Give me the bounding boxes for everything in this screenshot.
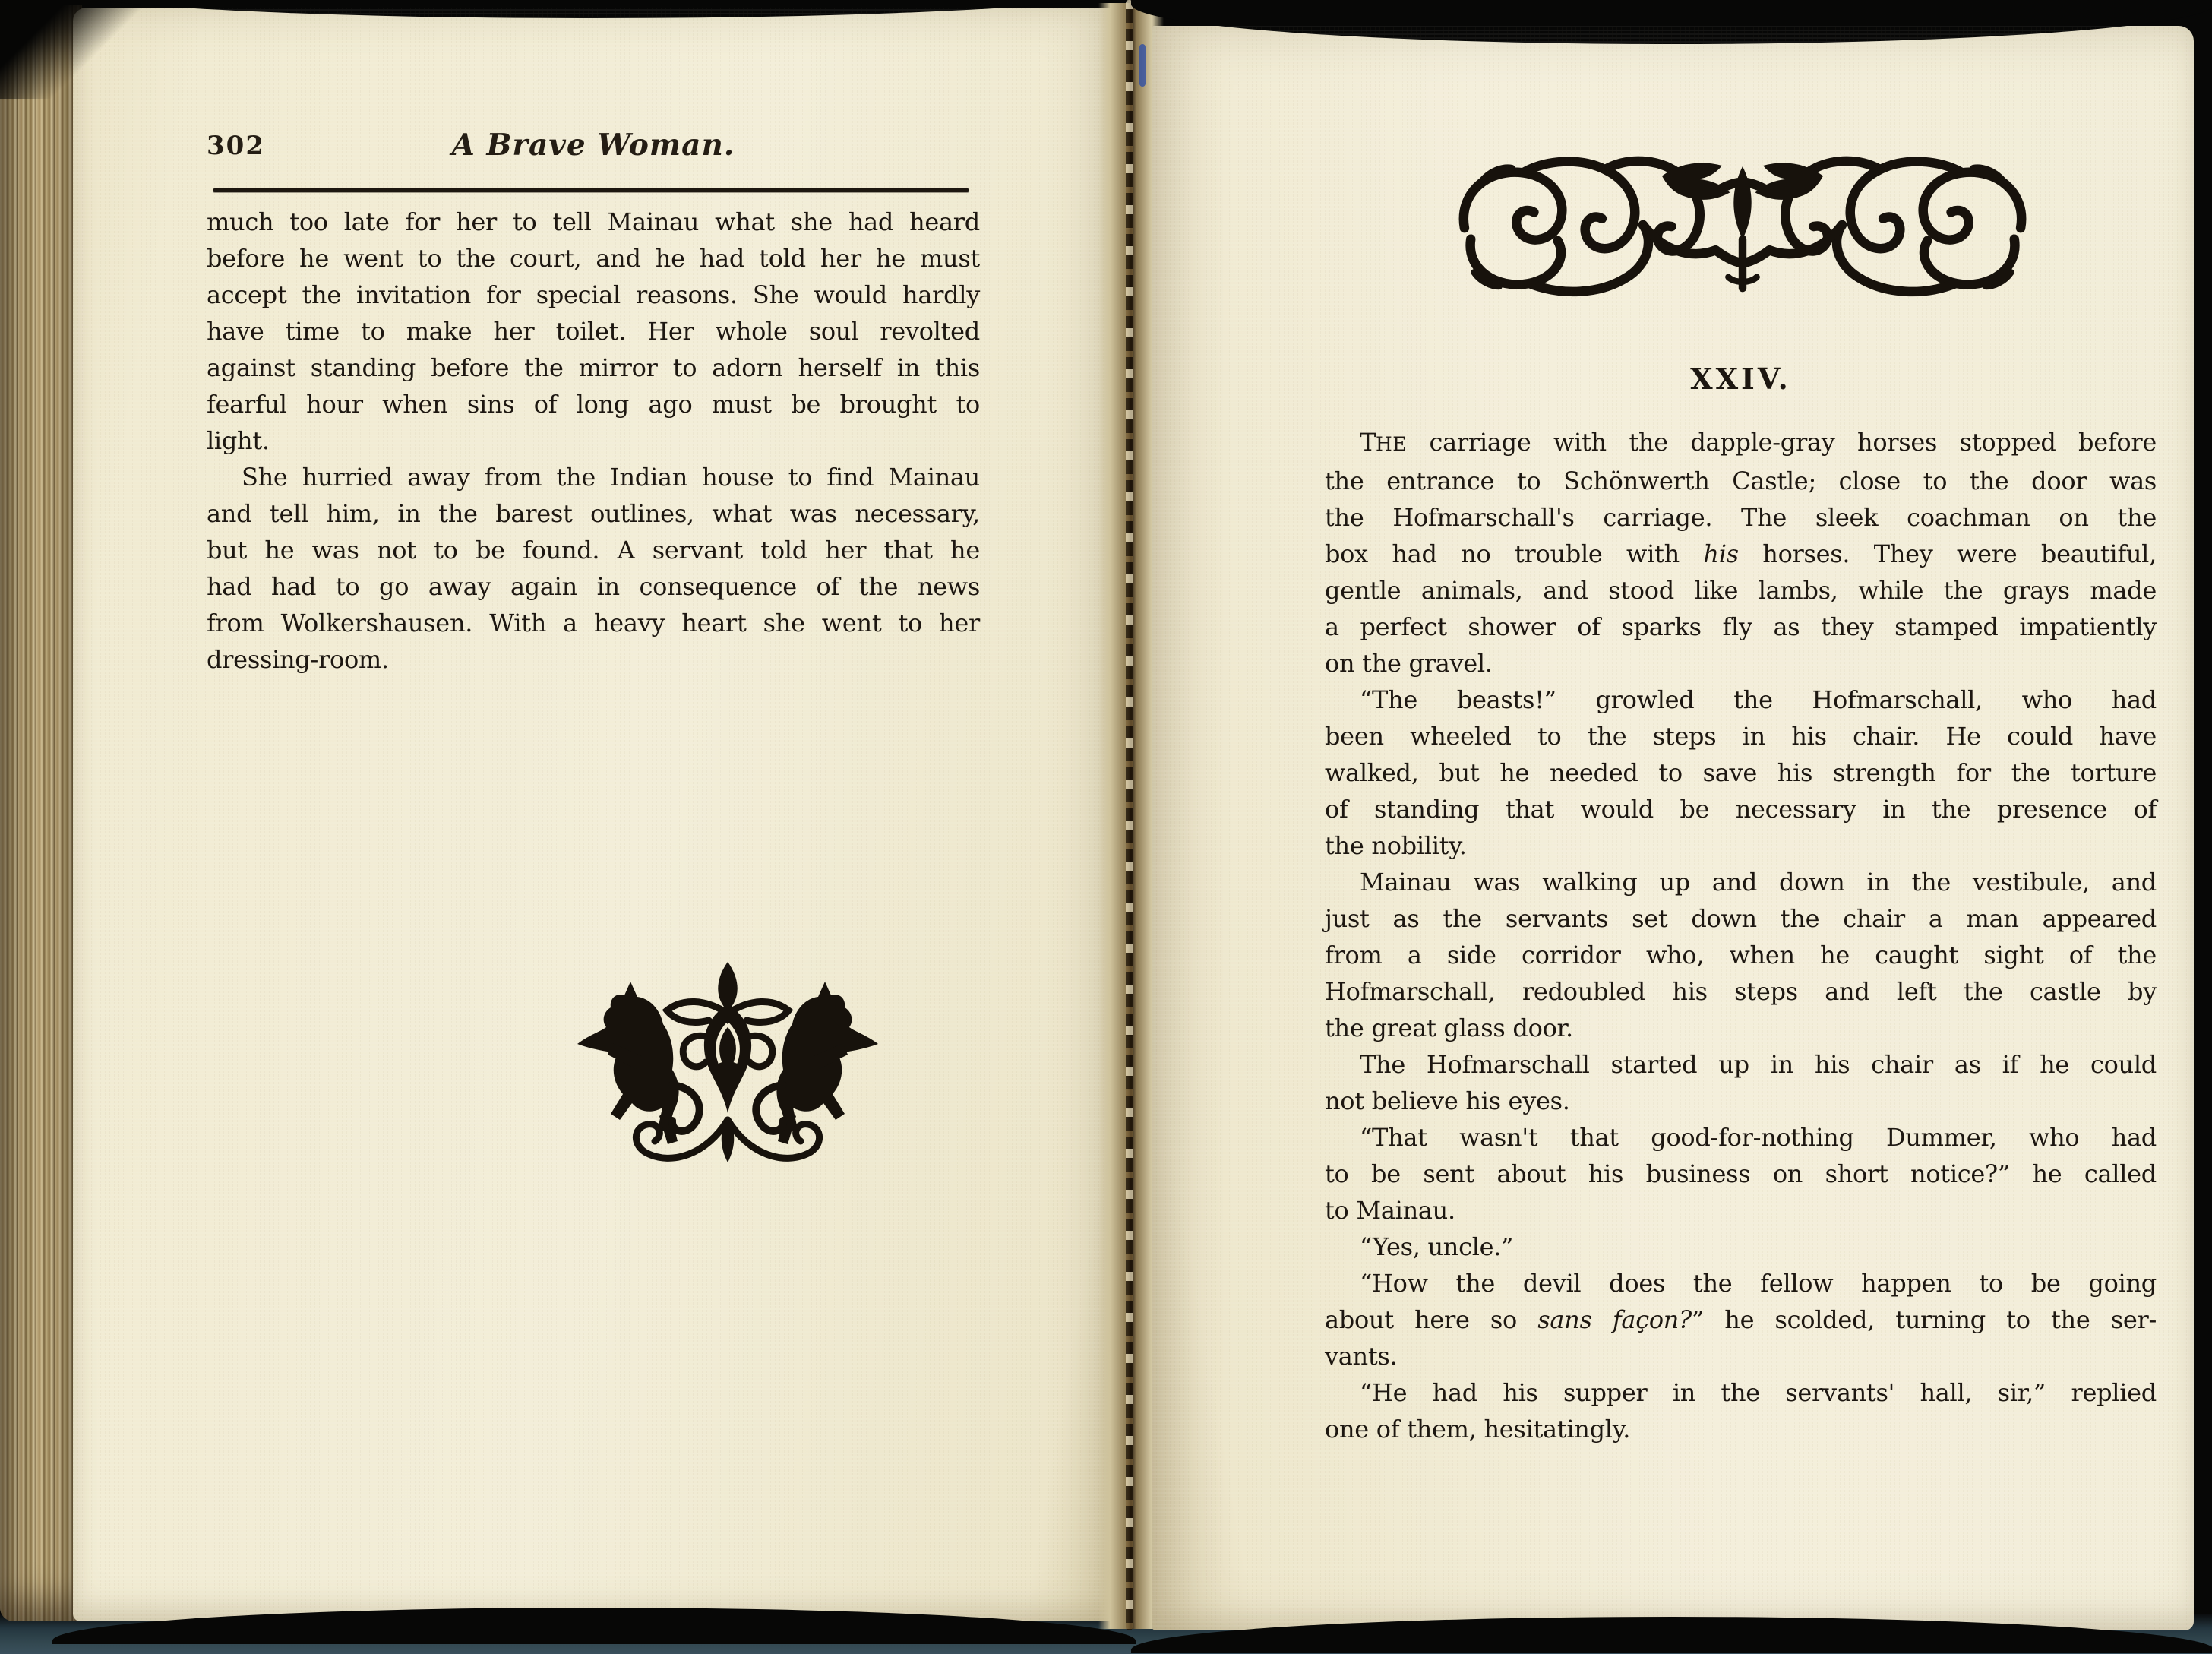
running-header: A Brave Woman. [451, 128, 735, 163]
text-line: Mainau was walking up and down in the vestibule, and [1360, 868, 2157, 897]
text-line: had had to go away again in consequence of the news [207, 572, 980, 601]
binding-stitches [1126, 0, 1133, 1630]
text-line: from a side corridor who, when he caught sight of the [1325, 941, 2157, 969]
blue-binding-thread [1139, 44, 1146, 87]
twin-horses-tailpiece-ornament [556, 928, 899, 1194]
text-line: “Yes, uncle.” [1360, 1232, 1514, 1261]
chapter-heading: XXIV. [1690, 362, 1791, 396]
running-header-row [207, 128, 980, 173]
text-line: light. [207, 426, 270, 455]
text-line: vants. [1325, 1342, 1398, 1371]
text-line: not believe his eyes. [1325, 1086, 1570, 1115]
text-line: one of them, hesitatingly. [1325, 1415, 1631, 1444]
text-line: She hurried away from the Indian house to find Mainau [242, 463, 980, 492]
text-line: the entrance to Schönwerth Castle; close to the door was [1325, 466, 2157, 495]
text-line: the great glass door. [1325, 1014, 1573, 1042]
text-line: “That wasn't that good-for-nothing Dummer, who had [1360, 1123, 2157, 1152]
left-page-fore-edge-stack [0, 5, 82, 1621]
text-line: THE carriage with the dapple-gray horses stopped before [1360, 428, 2157, 457]
text-line: to Mainau. [1325, 1196, 1455, 1225]
text-line: and tell him, in the barest outlines, what was necessary, [207, 499, 980, 528]
text-line: against standing before the mirror to adorn herself in this [207, 353, 980, 382]
text-line: box had no trouble with his horses. They were beautiful, [1325, 539, 2157, 568]
text-line: walked, but he needed to save his strength for the torture [1325, 758, 2157, 787]
text-line: “How the devil does the fellow happen to be going [1360, 1269, 2157, 1298]
text-line: of standing that would be necessary in the presence of [1325, 795, 2157, 824]
text-line: a perfect shower of sparks fly as they stamped impatiently [1325, 612, 2157, 641]
text-line: much too late for her to tell Mainau what she had heard [207, 207, 980, 236]
text-line: have time to make her toilet. Her whole soul revolted [207, 317, 980, 346]
text-line: “He had his supper in the servants' hall, sir,” replied [1360, 1378, 2157, 1407]
text-line: about here so sans façon?” he scolded, turning to the ser- [1325, 1305, 2157, 1334]
text-line: “The beasts!” growled the Hofmarschall, who had [1360, 685, 2157, 714]
right-page [1152, 26, 2194, 1630]
text-line: dressing-room. [207, 645, 389, 674]
text-line: to be sent about his business on short notice?” he called [1325, 1159, 2157, 1188]
left-page-text [207, 204, 980, 678]
text-line: accept the invitation for special reasons. She would hardly [207, 280, 980, 309]
text-line: fearful hour when sins of long ago must be brought to [207, 390, 980, 419]
header-rule [213, 188, 969, 192]
page-number: 302 [207, 131, 265, 161]
top-left-shadow-corner [0, 0, 144, 99]
text-line: the Hofmarschall's carriage. The sleek coachman on the [1325, 503, 2157, 532]
text-line: Hofmarschall, redoubled his steps and left the castle by [1325, 977, 2157, 1006]
text-line: before he went to the court, and he had told her he must [207, 244, 980, 273]
left-page [73, 8, 1115, 1621]
text-line: from Wolkershausen. With a heavy heart she went to her [207, 609, 980, 637]
text-line: The Hofmarschall started up in his chair as if he could [1360, 1050, 2157, 1079]
right-page-content [1325, 26, 2157, 1630]
text-line: been wheeled to the steps in his chair. He could have [1325, 722, 2157, 751]
right-page-text [1325, 424, 2157, 1447]
text-line: the nobility. [1325, 831, 1467, 860]
text-line: gentle animals, and stood like lambs, while the grays made [1325, 576, 2157, 605]
text-line: but he was not to be found. A servant told her that he [207, 536, 980, 565]
left-page-content [207, 8, 980, 1621]
text-line: on the gravel. [1325, 649, 1493, 678]
text-line: just as the servants set down the chair a man appeared [1325, 904, 2157, 933]
cherub-scrollwork-headpiece-ornament [1446, 146, 2039, 304]
